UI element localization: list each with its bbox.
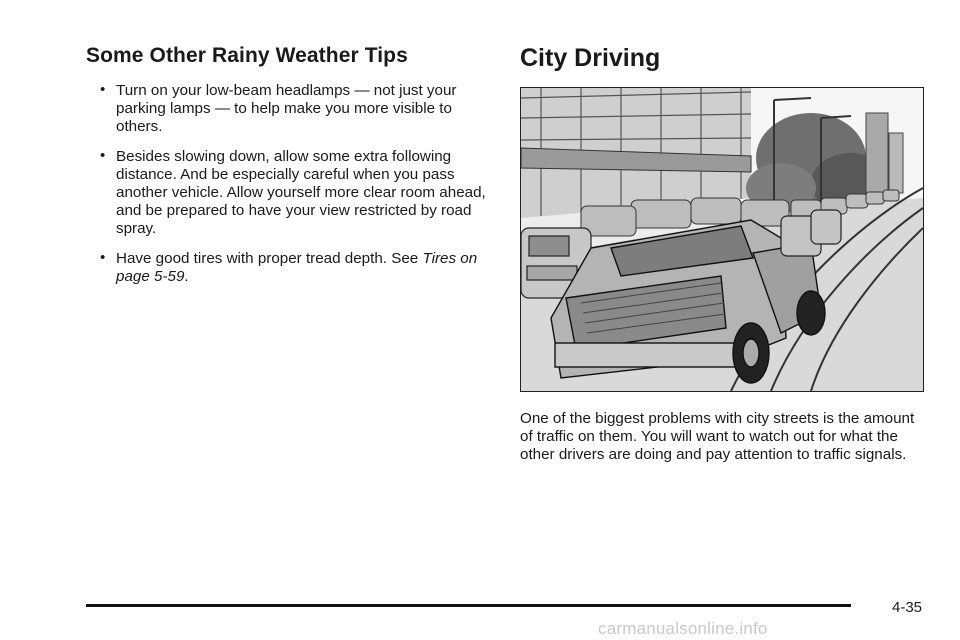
left-column <box>86 44 486 298</box>
tip-suffix: . <box>184 268 189 285</box>
bullet-icon: • <box>100 249 106 266</box>
city-driving-paragraph: One of the biggest problems with city streets is the amount of traffic on them. You will want to watch out for what the other drivers are doing and pay attention to traffic signals. <box>520 410 915 463</box>
footer-rule <box>86 604 851 607</box>
tip-item-following-distance <box>86 148 486 238</box>
city-driving-heading: City Driving <box>520 44 661 72</box>
tip-text: Have good tires with proper tread depth. See <box>116 250 423 267</box>
page-number: 4-35 <box>892 599 923 616</box>
tip-item-headlamps <box>86 82 486 136</box>
bullet-icon: • <box>100 147 106 164</box>
tip-text: Besides slowing down, allow some extra following distance. And be especially careful when you pass another vehicle. Allow yourself more clear room ahead, and be prepared to have your view restricted by road spray. <box>116 148 486 237</box>
bullet-icon: • <box>100 81 106 98</box>
tip-text: Turn on your low-beam headlamps — not just your parking lamps — to help make you more visible to others. <box>116 82 457 135</box>
rainy-weather-heading: Some Other Rainy Weather Tips <box>86 44 408 67</box>
right-column <box>520 44 928 464</box>
rainy-tips-list <box>86 82 486 286</box>
watermark: carmanualsonline.info <box>598 619 768 638</box>
tip-item-tires <box>86 250 486 286</box>
tires-cross-reference-link[interactable]: Tires on page 5-59 <box>116 250 478 285</box>
city-traffic-illustration <box>520 87 924 392</box>
